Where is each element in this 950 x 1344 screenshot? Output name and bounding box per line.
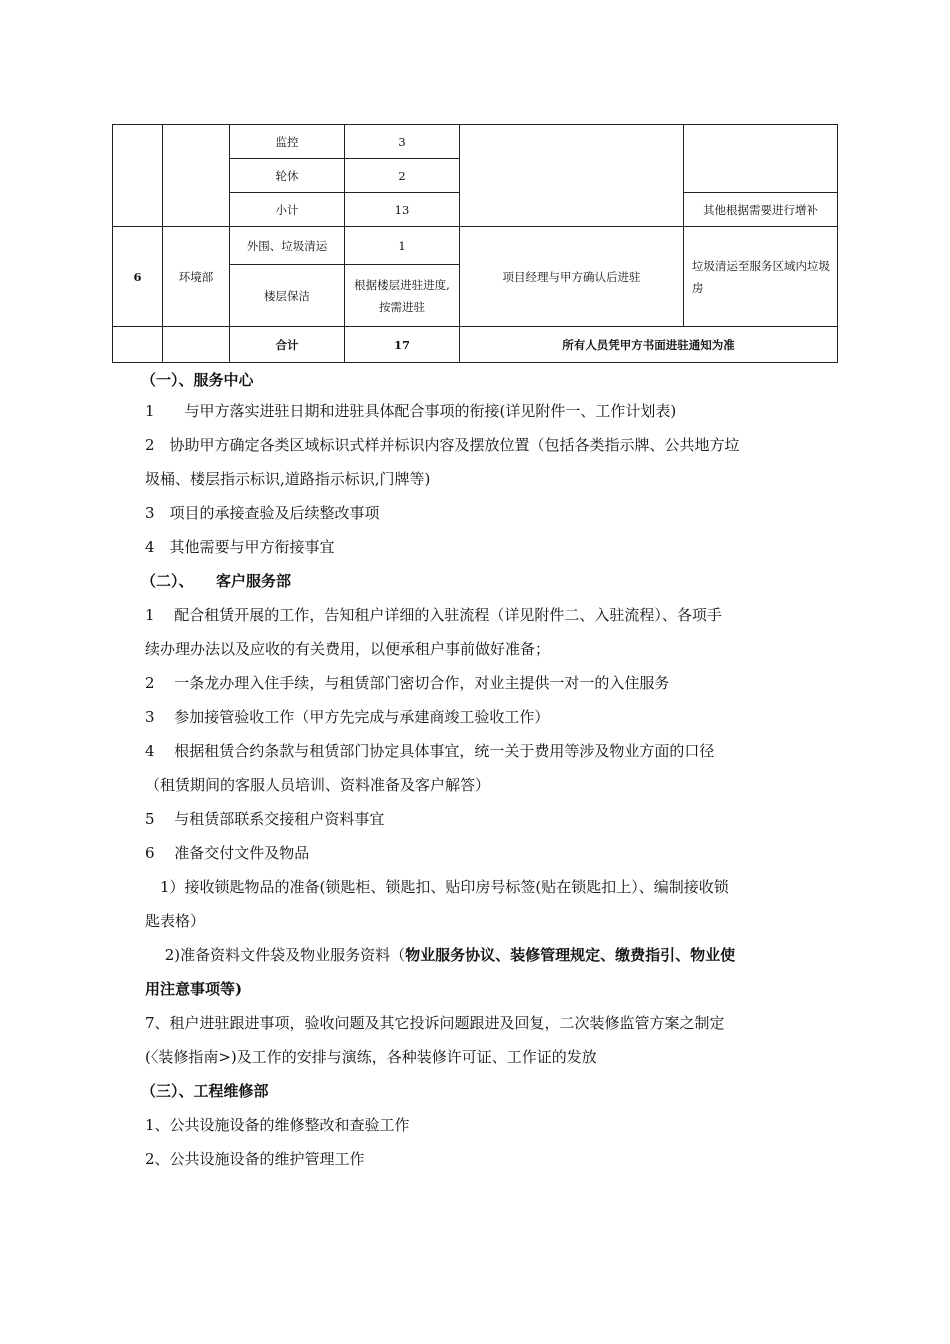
list-item: 3 参加接管验收工作（甲方先完成与承建商竣工验收工作） <box>145 708 550 726</box>
list-item: 1、公共设施设备的维修整改和查验工作 <box>145 1116 410 1134</box>
cell-empty <box>113 327 163 363</box>
cell-total-count: 17 <box>345 327 460 363</box>
list-item: 7、租户进驻跟进事项，验收问题及其它投诉问题跟进及回复，二次装修监管方案之制定 <box>145 1014 725 1032</box>
list-item <box>145 938 815 972</box>
cell-entry-time: 项目经理与甲方确认后进驻 <box>460 227 684 327</box>
list-item: 5 与租赁部联系交接租户资料事宜 <box>145 810 385 828</box>
list-item: （租赁期间的客服人员培训、资料准备及客户解答） <box>145 776 491 794</box>
cell-count: 2 <box>345 159 460 193</box>
staffing-table <box>112 124 838 363</box>
list-item: 3 项目的承接查验及后续整改事项 <box>145 504 380 522</box>
cell-position: 外围、垃圾清运 <box>230 227 345 265</box>
list-item: (〈装修指南>)及工作的安排与演练，各种装修许可证、工作证的发放 <box>145 1048 597 1066</box>
list-item: 圾桶、楼层指示标识,道路指示标识,门牌等) <box>145 470 431 488</box>
cell-empty <box>163 327 230 363</box>
list-item-bold-text: 物业服务协议、装修管理规定、缴费指引、物业使 <box>405 946 736 964</box>
cell-no: 6 <box>113 227 163 327</box>
cell-department: 环境部 <box>163 227 230 327</box>
cell-count: 13 <box>345 193 460 227</box>
list-item: 匙表格） <box>145 912 206 930</box>
cell-remark: 其他根据需要进行增补 <box>684 193 838 227</box>
list-item: 2 协助甲方确定各类区域标识式样并标识内容及摆放位置（包括各类指示牌、公共地方垃 <box>145 436 740 454</box>
list-item: 6 准备交付文件及物品 <box>145 844 310 862</box>
cell-count: 1 <box>345 227 460 265</box>
cell-total-label: 合计 <box>230 327 345 363</box>
cell-count: 3 <box>345 125 460 159</box>
section-heading-engineering: （三）、工程维修部 <box>141 1082 269 1100</box>
list-item: 1 与甲方落实进驻日期和进驻具体配合事项的衔接(详见附件一、工作计划表) <box>145 402 677 420</box>
list-item: 2 一条龙办理入住手续，与租赁部门密切合作，对业主提供一对一的入住服务 <box>145 674 670 692</box>
section-heading-service-center: （一）、服务中心 <box>141 371 254 389</box>
list-item-bold-text: 用注意事项等) <box>145 980 243 998</box>
list-item: 1）接收锁匙物品的准备(锁匙柜、锁匙扣、贴印房号标签(贴在锁匙扣上）、编制接收锁 <box>145 878 729 896</box>
list-item-text: 2)准备资料文件袋及物业服务资料（ <box>145 946 406 964</box>
list-item: 2、公共设施设备的维护管理工作 <box>145 1150 365 1168</box>
cell-remark: 垃圾清运至服务区域内垃圾房 <box>684 227 838 327</box>
cell-position: 小计 <box>230 193 345 227</box>
cell-position: 楼层保洁 <box>230 265 345 327</box>
table-row <box>113 227 838 265</box>
document-body <box>141 366 815 1176</box>
cell-position: 监控 <box>230 125 345 159</box>
list-item: 续办理办法以及应收的有关费用，以便承租户事前做好准备； <box>145 640 551 658</box>
list-item: 4 其他需要与甲方衔接事宜 <box>145 538 335 556</box>
table-row-total <box>113 327 838 363</box>
cell-remark <box>684 125 838 193</box>
table-row <box>113 125 838 159</box>
list-item: 4 根据租赁合约条款与租赁部门协定具体事宜，统一关于费用等涉及物业方面的口径 <box>145 742 715 760</box>
cell-empty <box>113 125 163 227</box>
cell-count: 根据楼层进驻进度, 按需进驻 <box>345 265 460 327</box>
section-heading-customer-service: （二）、 客户服务部 <box>141 572 292 590</box>
cell-empty <box>163 125 230 227</box>
cell-total-note: 所有人员凭甲方书面进驻通知为准 <box>460 327 838 363</box>
cell-position: 轮休 <box>230 159 345 193</box>
list-item: 1 配合租赁开展的工作，告知租户详细的入驻流程（详见附件二、入驻流程）、各项手 <box>145 606 722 624</box>
cell-entry-time <box>460 125 684 227</box>
